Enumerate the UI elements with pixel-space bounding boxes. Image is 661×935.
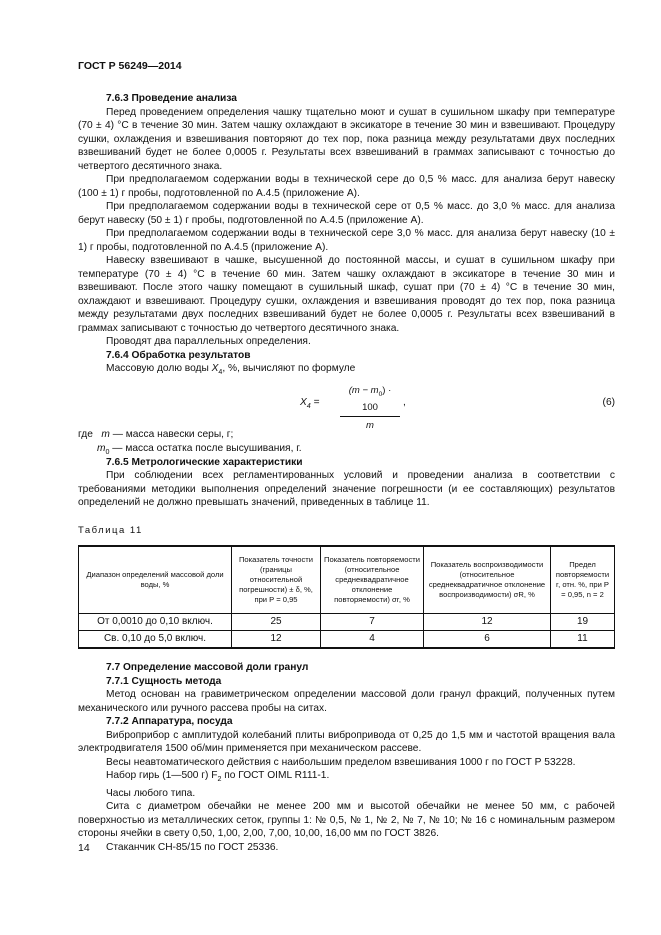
- formula-6: $X_4$ = $\frac{(m - m_0) \cdot 100}{m}$ , (6): [300, 384, 615, 432]
- paragraph: Часы любого типа.: [106, 787, 196, 799]
- table-cell: Св. 0,10 до 5,0 включ.: [79, 631, 232, 649]
- formula-fraction: [340, 384, 400, 433]
- page-number: 14: [78, 842, 90, 854]
- paragraph: Проводят два параллельных определения.: [106, 336, 311, 347]
- paragraph: При соблюдении всех регламентированных условий и проведении анализа в соответствии с требованиями методики выполнения определений значение погрешности (и ее составляющих) результатов определений не должно превышать значений, приведенных в таблице 11.: [78, 470, 615, 509]
- paragraph: При предполагаемом содержании воды в технической сере 3,0 % масс. для анализа берут навеску (10 ± 1) г пробы, подготовленной по А.4.5 (приложение А).: [78, 228, 615, 253]
- table-cell: 12: [232, 631, 321, 649]
- section-7-6-5-title: 7.6.5 Метрологические характеристики: [106, 456, 303, 468]
- section-7-7-2-title: 7.7.2 Аппаратура, посуда: [106, 716, 233, 728]
- document-body: [78, 92, 615, 854]
- variable-legend: где m — масса навески серы, г; $m_0$ — масса остатка после высушивания, г.: [78, 428, 302, 456]
- column-header: Диапазон определений массовой доли воды, %: [79, 546, 232, 614]
- formula-intro: Массовую долю воды $X_4$, %, вычисляют по формуле: [106, 363, 356, 377]
- paragraph: При предполагаемом содержании воды в технической сере от 0,5 % масс. до 3,0 % масс. для анализа берут навеску (50 ± 1) г пробы, подготовленной по А.4.5 (приложение А).: [78, 201, 615, 226]
- section-7-6-4-title: 7.6.4 Обработка результатов: [106, 349, 251, 361]
- formula-number: (6): [602, 396, 615, 408]
- column-header: Предел повторяемости r, отн. %, при P = 0,95, n = 2: [551, 546, 615, 614]
- table-cell: От 0,0010 до 0,10 включ.: [79, 614, 232, 631]
- table-cell: 7: [321, 614, 424, 631]
- paragraph: Метод основан на гравиметрическом определении массовой доли гранул фракций, полученных путем механического или ручного рассева пробы на ситах.: [78, 689, 615, 714]
- paragraph: Навеску взвешивают в чашке, высушенной до постоянной массы, и сушат в сушильном шкафу при температуре (70 ± 4) °С в течение 60 мин. Затем чашку охлаждают в эксикаторе в течение 30 мин и взвешивают. После этого чашку помещают в сушильный шкаф, сушат при (70 ± 4) °С в течение 30 мин, охлаждают и взвешивают. Процедуру сушки, охлаждения и взвешивания проводят до тех пор, пока разница между результатами двух последних взвешиваний будет не более 0,0005 г. Результаты всех взвешиваний в граммах записывают с точностью до четвертого десятичного знака.: [78, 255, 615, 334]
- table-caption: Таблица 11: [78, 524, 143, 536]
- table-cell: 4: [321, 631, 424, 649]
- formula-lhs: $X_4$ =: [300, 396, 320, 410]
- formula-denominator: m: [366, 420, 374, 432]
- paragraph: Перед проведением определения чашку тщательно моют и сушат в сушильном шкафу при температуре (70 ± 4) °С в течение 30 мин. Затем чашку охлаждают в эксикаторе в течение 30 мин и взвешивают. Процедуру сушки, охлаждения и взвешивания повторяют до тех пор, пока разница между результатами двух последних взвешиваний будет не более 0,0005 г. Результаты всех взвешиваний в граммах записывают с точностью до четвертого десятичного знака.: [78, 106, 615, 172]
- column-header: Показатель повторяемости (относительное среднеквадратичное отклонение повторяемости) σr, %: [321, 546, 424, 614]
- formula-numerator: $(m - m_0) \cdot 100$: [340, 384, 400, 418]
- table-cell: 12: [424, 614, 551, 631]
- paragraph: При предполагаемом содержании воды в технической сере до 0,5 % масс. для анализа берут навеску (100 ± 1) г пробы, подготовленной по А.4.5 (приложение А).: [78, 174, 615, 199]
- data-table: [78, 545, 615, 649]
- document-header: ГОСТ Р 56249—2014: [78, 60, 182, 72]
- table-row: [79, 614, 615, 631]
- column-header: Показатель воспроизводимости (относительное среднеквадратичное отклонение воспроизводимости) σR, %: [424, 546, 551, 614]
- paragraph: Набор гирь (1—500 г) $F_2$ по ГОСТ OIML R111-1.: [106, 770, 330, 784]
- section-7-7-1-title: 7.7.1 Сущность метода: [106, 675, 222, 687]
- table-cell: 25: [232, 614, 321, 631]
- table-row: [79, 631, 615, 649]
- paragraph: Стаканчик СН-85/15 по ГОСТ 25336.: [106, 841, 279, 853]
- table-cell: 11: [551, 631, 615, 649]
- paragraph: Сита с диаметром обечайки не менее 200 мм и высотой обечайки не менее 50 мм, с рабочей поверхностью из металлических сеток, группы 1: № 0,5, № 1, № 2, № 7, № 10; № 16 с номинальным размером стороны ячейки в свету 0,50, 1,00, 2,00, 7,00, 10,00, 16,00 мм по ГОСТ 3826.: [78, 801, 615, 840]
- column-header: Показатель точности (границы относительной погрешности) ± δ, %, при P = 0,95: [232, 546, 321, 614]
- table-cell: 6: [424, 631, 551, 649]
- section-7-6-3-title: 7.6.3 Проведение анализа: [106, 93, 237, 104]
- table-header-row: [79, 546, 615, 614]
- section-7-7-title: 7.7 Определение массовой доли гранул: [106, 662, 309, 674]
- paragraph: Виброприбор с амплитудой колебаний плиты вибропривода от 0,25 до 1,5 мм и частотой вращения вала электродвигателя 1500 об/мин применяется при механическом рассеве.: [78, 729, 615, 755]
- table-cell: 19: [551, 614, 615, 631]
- paragraph: Весы неавтоматического действия с наибольшим пределом взвешивания 1000 г по ГОСТ Р 53228.: [106, 756, 576, 768]
